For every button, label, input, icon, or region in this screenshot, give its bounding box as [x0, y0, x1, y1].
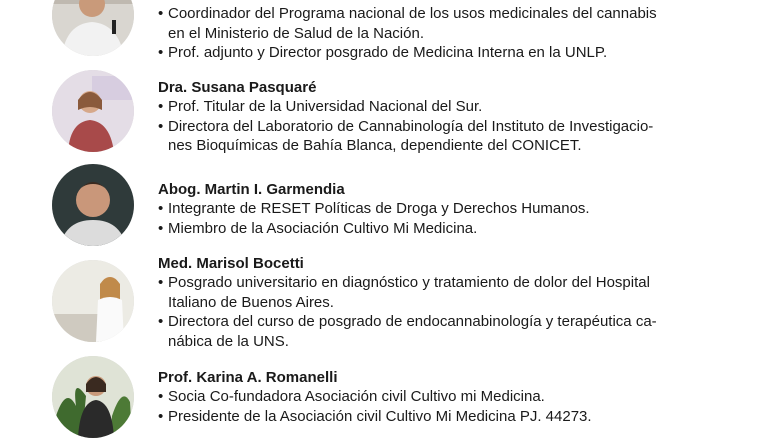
man-portrait-icon	[52, 164, 134, 246]
bullet-list	[158, 387, 738, 426]
avatar	[52, 164, 134, 246]
avatar	[52, 356, 134, 438]
woman-speaking-icon	[52, 70, 134, 152]
speaker-name: Dra. Susana Pasquaré	[158, 79, 317, 96]
bullet-item: • Miembro de la Asociación Cultivo Mi Medicina.	[158, 219, 738, 239]
bullet-item: • Presidente de la Asociación civil Cultivo Mi Medicina PJ. 44273.	[158, 407, 738, 427]
bullet-item: • Integrante de RESET Políticas de Droga y Derechos Humanos.	[158, 199, 738, 219]
bullet-item: • Posgrado universitario en diagnóstico y tratamiento de dolor del Hospital Italiano de Buenos Aires.	[158, 273, 738, 312]
bullet-item: • Socia Co-fundadora Asociación civil Cultivo mi Medicina.	[158, 387, 738, 407]
speaker-name: Med. Marisol Bocetti	[158, 255, 304, 272]
bullet-list	[158, 4, 738, 63]
bullet-item: • Coordinador del Programa nacional de los usos medicinales del cannabis en el Ministerio de Salud de la Nación.	[158, 4, 738, 43]
bullet-item: • Prof. adjunto y Director posgrado de Medicina Interna en la UNLP.	[158, 43, 738, 63]
woman-with-plants-icon	[52, 356, 134, 438]
bullet-list	[158, 199, 738, 238]
bullet-list	[158, 273, 738, 351]
man-with-microphone-icon	[52, 0, 134, 56]
bullet-list	[158, 97, 738, 156]
woman-doctor-icon	[52, 260, 134, 342]
speaker-name: Abog. Martin I. Garmendia	[158, 181, 345, 198]
bullet-item: • Directora del curso de posgrado de endocannabinología y terapéutica ca- nábica de la UNS.	[158, 312, 738, 351]
bullet-item: • Prof. Titular de la Universidad Nacional del Sur.	[158, 97, 738, 117]
avatar	[52, 70, 134, 152]
avatar	[52, 260, 134, 342]
avatar	[52, 0, 134, 56]
bullet-item: • Directora del Laboratorio de Cannabinología del Instituto de Investigacio- nes Bioquímicas de Bahía Blanca, dependiente del CONICET.	[158, 117, 738, 156]
speaker-name: Prof. Karina A. Romanelli	[158, 369, 338, 386]
